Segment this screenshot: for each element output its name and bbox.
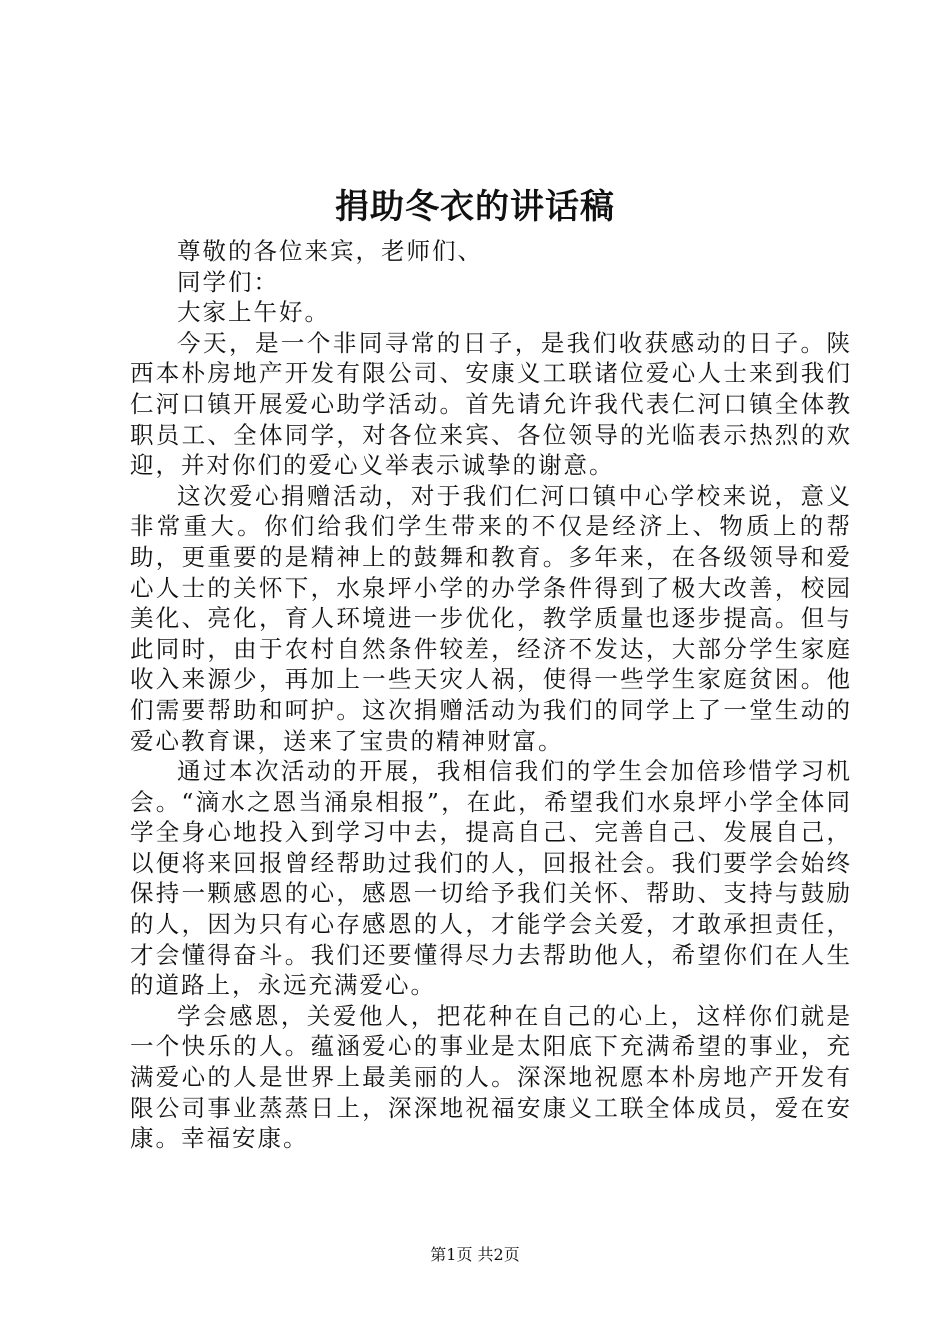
body-paragraph: 今天，是一个非同寻常的日子，是我们收获感动的日子。陕西本朴房地产开发有限公司、安康义工联诸位爱心人士来到我们仁河口镇开展爱心助学活动。首先请允许我代表仁河口镇全体教职员工、全体同学，对各位来宾、各位领导的光临表示热烈的欢迎，并对你们的爱心义举表示诚挚的谢意。: [130, 328, 852, 480]
page-number-footer: 第1页 共2页: [430, 1245, 520, 1264]
salutation-line-2: 同学们：: [177, 267, 279, 296]
salutation-line-1: 尊敬的各位来宾，老师们、: [177, 237, 483, 265]
greeting-line: 大家上午好。: [177, 298, 330, 327]
document-title: 捐助冬衣的讲话稿: [335, 187, 615, 227]
body-paragraph: 学会感恩，关爱他人，把花种在自己的心上，这样你们就是一个快乐的人。蕴涵爱心的事业是太阳底下充满希望的事业，充满爱心的人是世界上最美丽的人。深深地祝愿本朴房地产开发有限公司事业蒸蒸日上，深深地祝福安康义工联全体成员，爱在安康。幸福安康。: [130, 1001, 852, 1153]
body-paragraph: 这次爱心捐赠活动，对于我们仁河口镇中心学校来说，意义非常重大。你们给我们学生带来的不仅是经济上、物质上的帮助，更重要的是精神上的鼓舞和教育。多年来，在各级领导和爱心人士的关怀下，水泉坪小学的办学条件得到了极大改善，校园美化、亮化，育人环境进一步优化，教学质量也逐步提高。但与此同时，由于农村自然条件较差，经济不发达，大部分学生家庭收入来源少，再加上一些天灾人祸，使得一些学生家庭贫困。他们需要帮助和呵护。这次捐赠活动为我们的同学上了一堂生动的爱心教育课，送来了宝贵的精神财富。: [130, 481, 852, 755]
body-paragraph: 通过本次活动的开展，我相信我们的学生会加倍珍惜学习机会。“滴水之恩当涌泉相报”，在此，希望我们水泉坪小学全体同学全身心地投入到学习中去，提高自己、完善自己、发展自己，以便将来回报曾经帮助过我们的人，回报社会。我们要学会始终保持一颗感恩的心，感恩一切给予我们关怀、帮助、支持与鼓励的人，因为只有心存感恩的人，才能学会关爱，才敢承担责任，才会懂得奋斗。我们还要懂得尽力去帮助他人，希望你们在人生的道路上，永远充满爱心。: [130, 757, 852, 1000]
document-body: [130, 236, 852, 1154]
